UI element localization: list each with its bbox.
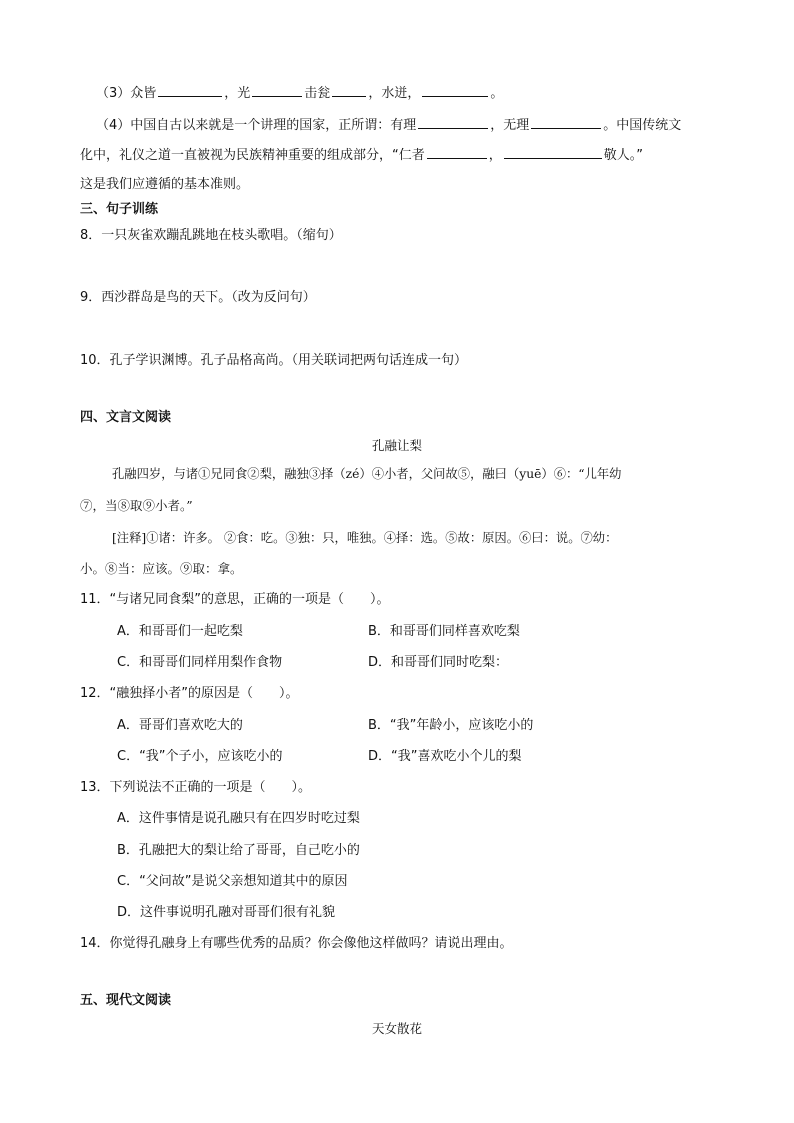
q13-option-b[interactable]: B．孔融把大的梨让给了哥哥，自己吃小的 (117, 843, 360, 858)
section5-title: 五、现代文阅读 (80, 993, 172, 1008)
q9: 9．西沙群岛是鸟的天下。（改为反问句） (80, 290, 316, 305)
q10: 10．孔子学识渊博。孔子品格高尚。（用关联词把两句话连成一句） (80, 353, 468, 368)
q7-item4-text-c: 。中国传统文 (603, 118, 682, 133)
q7-item3 (96, 83, 503, 103)
q7-item4-line1 (96, 115, 681, 135)
answer-blank[interactable] (427, 145, 487, 159)
q12-option-b[interactable]: B．“我”年龄小，应该吃小的 (368, 718, 534, 733)
q7-item4-text-f: 敬人。” (603, 148, 644, 163)
q12-stem: 12．“融独择小者”的原因是（ ）。 (80, 686, 299, 701)
answer-blank[interactable] (531, 115, 601, 129)
q7-item4-text-a: （4）中国自古以来就是一个讲理的国家，正所谓：有理 (96, 118, 417, 133)
q11-option-b[interactable]: B．和哥哥们同样喜欢吃梨 (368, 624, 520, 639)
q7-item4-line2 (80, 145, 643, 165)
q11-option-a[interactable]: A．和哥哥们一起吃梨 (117, 624, 243, 639)
q12-option-a[interactable]: A．哥哥们喜欢吃大的 (117, 718, 243, 733)
q11-option-c[interactable]: C．和哥哥们同样用梨作食物 (117, 655, 283, 670)
answer-blank[interactable] (418, 115, 488, 129)
q11-option-d[interactable]: D．和哥哥们同时吃梨： (368, 655, 509, 670)
notes-line1: [注释]①诸：许多。 ②食：吃。③独：只，唯独。④择：选。⑤故：原因。⑥曰：说。⑦幼： (112, 531, 618, 545)
q8: 8．一只灰雀欢蹦乱跳地在枝头歌唱。（缩句） (80, 228, 342, 243)
answer-blank[interactable] (332, 83, 366, 97)
notes-line2: 小。⑧当：应该。⑨取：拿。 (80, 561, 243, 576)
answer-blank[interactable] (158, 83, 222, 97)
q7-item3-end: 。 (490, 86, 504, 101)
answer-blank[interactable] (252, 83, 302, 97)
passage-title: 孔融让梨 (371, 438, 422, 453)
q7-item3-mid1: ，光 (224, 86, 251, 101)
passage-line2: ⑦，当⑧取⑨小者。” (80, 498, 193, 513)
passage2-title: 天女散花 (371, 1021, 422, 1036)
q11-stem: 11．“与诸兄同食梨”的意思，正确的一项是（ ）。 (80, 592, 390, 607)
q13-option-c[interactable]: C．“父问故”是说父亲想知道其中的原因 (117, 874, 348, 889)
section3-title: 三、句子训练 (80, 202, 159, 217)
q13-option-a[interactable]: A．这件事情是说孔融只有在四岁时吃过梨 (117, 811, 360, 826)
answer-blank[interactable] (504, 145, 602, 159)
section4-title: 四、文言文阅读 (80, 410, 172, 425)
q12-option-c[interactable]: C．“我”个子小，应该吃小的 (117, 749, 283, 764)
q7-item4-text-b: ，无理 (490, 118, 530, 133)
q7-item4-line3: 这是我们应遵循的基本准则。 (80, 177, 250, 192)
q7-item3-prefix: （3）众皆 (96, 86, 157, 101)
q7-item4-text-d: 化中，礼仪之道一直被视为民族精神重要的组成部分，“仁者 (80, 148, 425, 163)
q12-option-d[interactable]: D．“我”喜欢吃小个儿的梨 (368, 749, 522, 764)
answer-blank[interactable] (422, 83, 488, 97)
passage-line1: 孔融四岁，与诸①兄同食②梨，融独③择（zé）④小者，父问故⑤，融曰（yuē）⑥：“儿年幼 (112, 467, 622, 481)
q7-item3-mid2: 击瓮 (304, 86, 331, 101)
q14: 14．你觉得孔融身上有哪些优秀的品质？你会像他这样做吗？请说出理由。 (80, 936, 513, 951)
q13-option-d[interactable]: D．这件事说明孔融对哥哥们很有礼貌 (117, 905, 336, 920)
q7-item4-text-e: ， (488, 148, 502, 163)
q7-item3-mid3: ，水迸， (368, 86, 421, 101)
q13-stem: 13．下列说法不正确的一项是（ ）。 (80, 780, 312, 795)
